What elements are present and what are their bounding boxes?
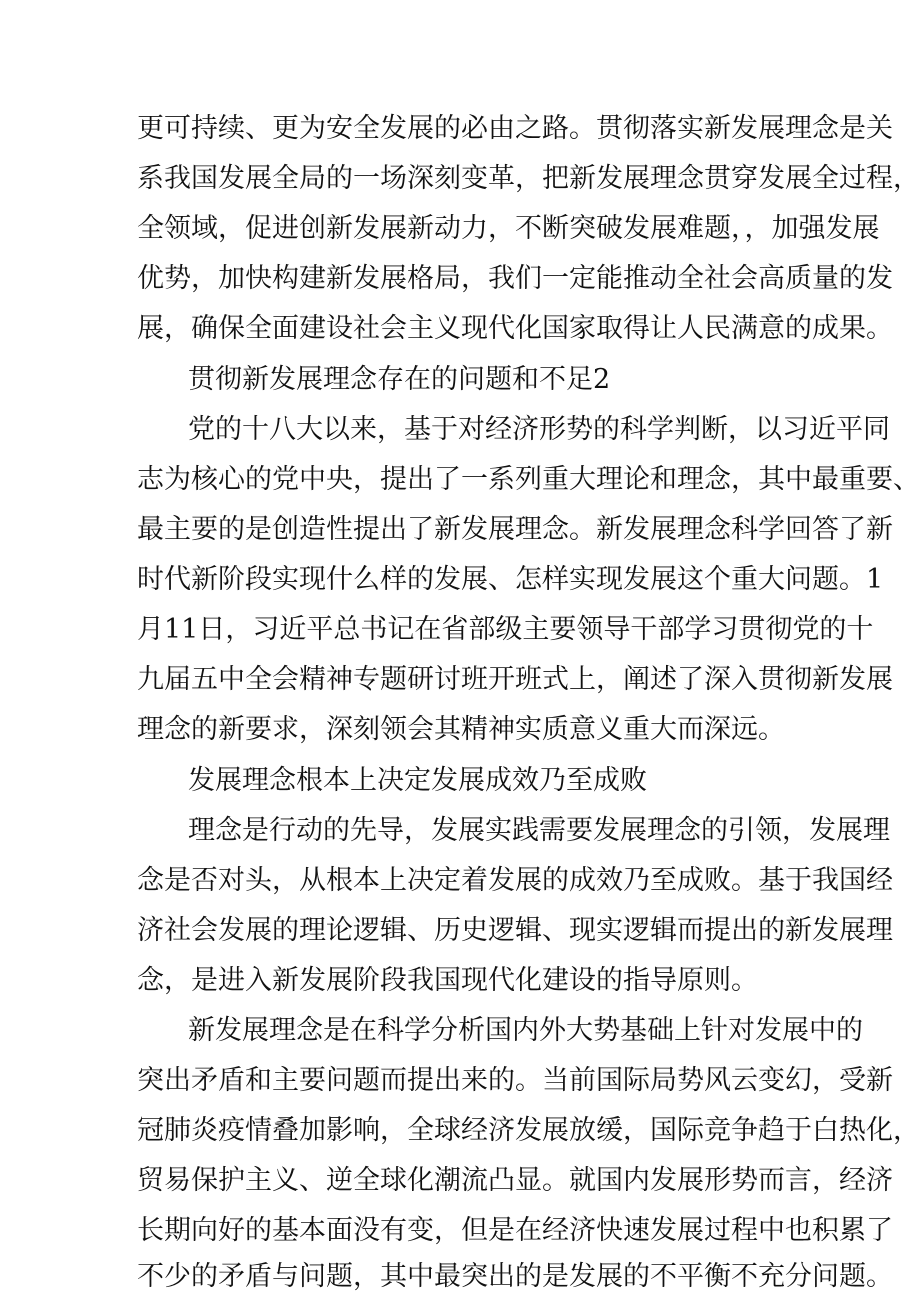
paragraph-line: 优势，加快构建新发展格局，我们一定能推动全社会高质量的发	[137, 263, 893, 294]
section-heading: 发展理念根本上决定发展成效乃至成败	[188, 765, 647, 796]
paragraph-line: 长期向好的基本面没有变，但是在经济快速发展过程中也积累了	[137, 1215, 893, 1246]
paragraph-line: 念是否对头，从根本上决定着发展的成效乃至成败。基于我国经	[137, 865, 893, 896]
paragraph-line: 党的十八大以来，基于对经济形势的科学判断，以习近平同	[188, 414, 890, 445]
paragraph-line: 不少的矛盾与问题，其中最突出的是发展的不平衡不充分问题。	[137, 1261, 893, 1292]
paragraph-line: 冠肺炎疫情叠加影响，全球经济发展放缓，国际竞争趋于白热化，	[137, 1115, 920, 1146]
section-heading: 贯彻新发展理念存在的问题和不足2	[188, 364, 611, 395]
paragraph-line: 系我国发展全局的一场深刻变革，把新发展理念贯穿发展全过程，	[137, 163, 920, 194]
paragraph-line: 展，确保全面建设社会主义现代化国家取得让人民满意的成果。	[137, 313, 893, 344]
paragraph-line: 济社会发展的理论逻辑、历史逻辑、现实逻辑而提出的新发展理	[137, 915, 893, 946]
paragraph-line: 理念是行动的先导，发展实践需要发展理念的引领，发展理	[188, 815, 890, 846]
paragraph-line: 最主要的是创造性提出了新发展理念。新发展理念科学回答了新	[137, 514, 893, 545]
paragraph-line: 时代新阶段实现什么样的发展、怎样实现发展这个重大问题。1	[137, 564, 884, 595]
paragraph-line: 突出矛盾和主要问题而提出来的。当前国际局势风云变幻，受新	[137, 1065, 893, 1096]
paragraph-line: 理念的新要求，深刻领会其精神实质意义重大而深远。	[137, 714, 785, 745]
paragraph-line: 念，是进入新发展阶段我国现代化建设的指导原则。	[137, 965, 758, 996]
paragraph-line: 新发展理念是在科学分析国内外大势基础上针对发展中的	[188, 1015, 863, 1046]
paragraph-line: 志为核心的党中央，提出了一系列重大理论和理念，其中最重要、	[137, 464, 920, 495]
paragraph-line: 更可持续、更为安全发展的必由之路。贯彻落实新发展理念是关	[137, 113, 893, 144]
paragraph-line: 全领域，促进创新发展新动力，不断突破发展难题，，加强发展	[137, 213, 880, 244]
paragraph-line: 九届五中全会精神专题研讨班开班式上，阐述了深入贯彻新发展	[137, 664, 893, 695]
paragraph-line: 贸易保护主义、逆全球化潮流凸显。就国内发展形势而言，经济	[137, 1165, 893, 1196]
paragraph-line: 月11日，习近平总书记在省部级主要领导干部学习贯彻党的十	[137, 614, 874, 645]
